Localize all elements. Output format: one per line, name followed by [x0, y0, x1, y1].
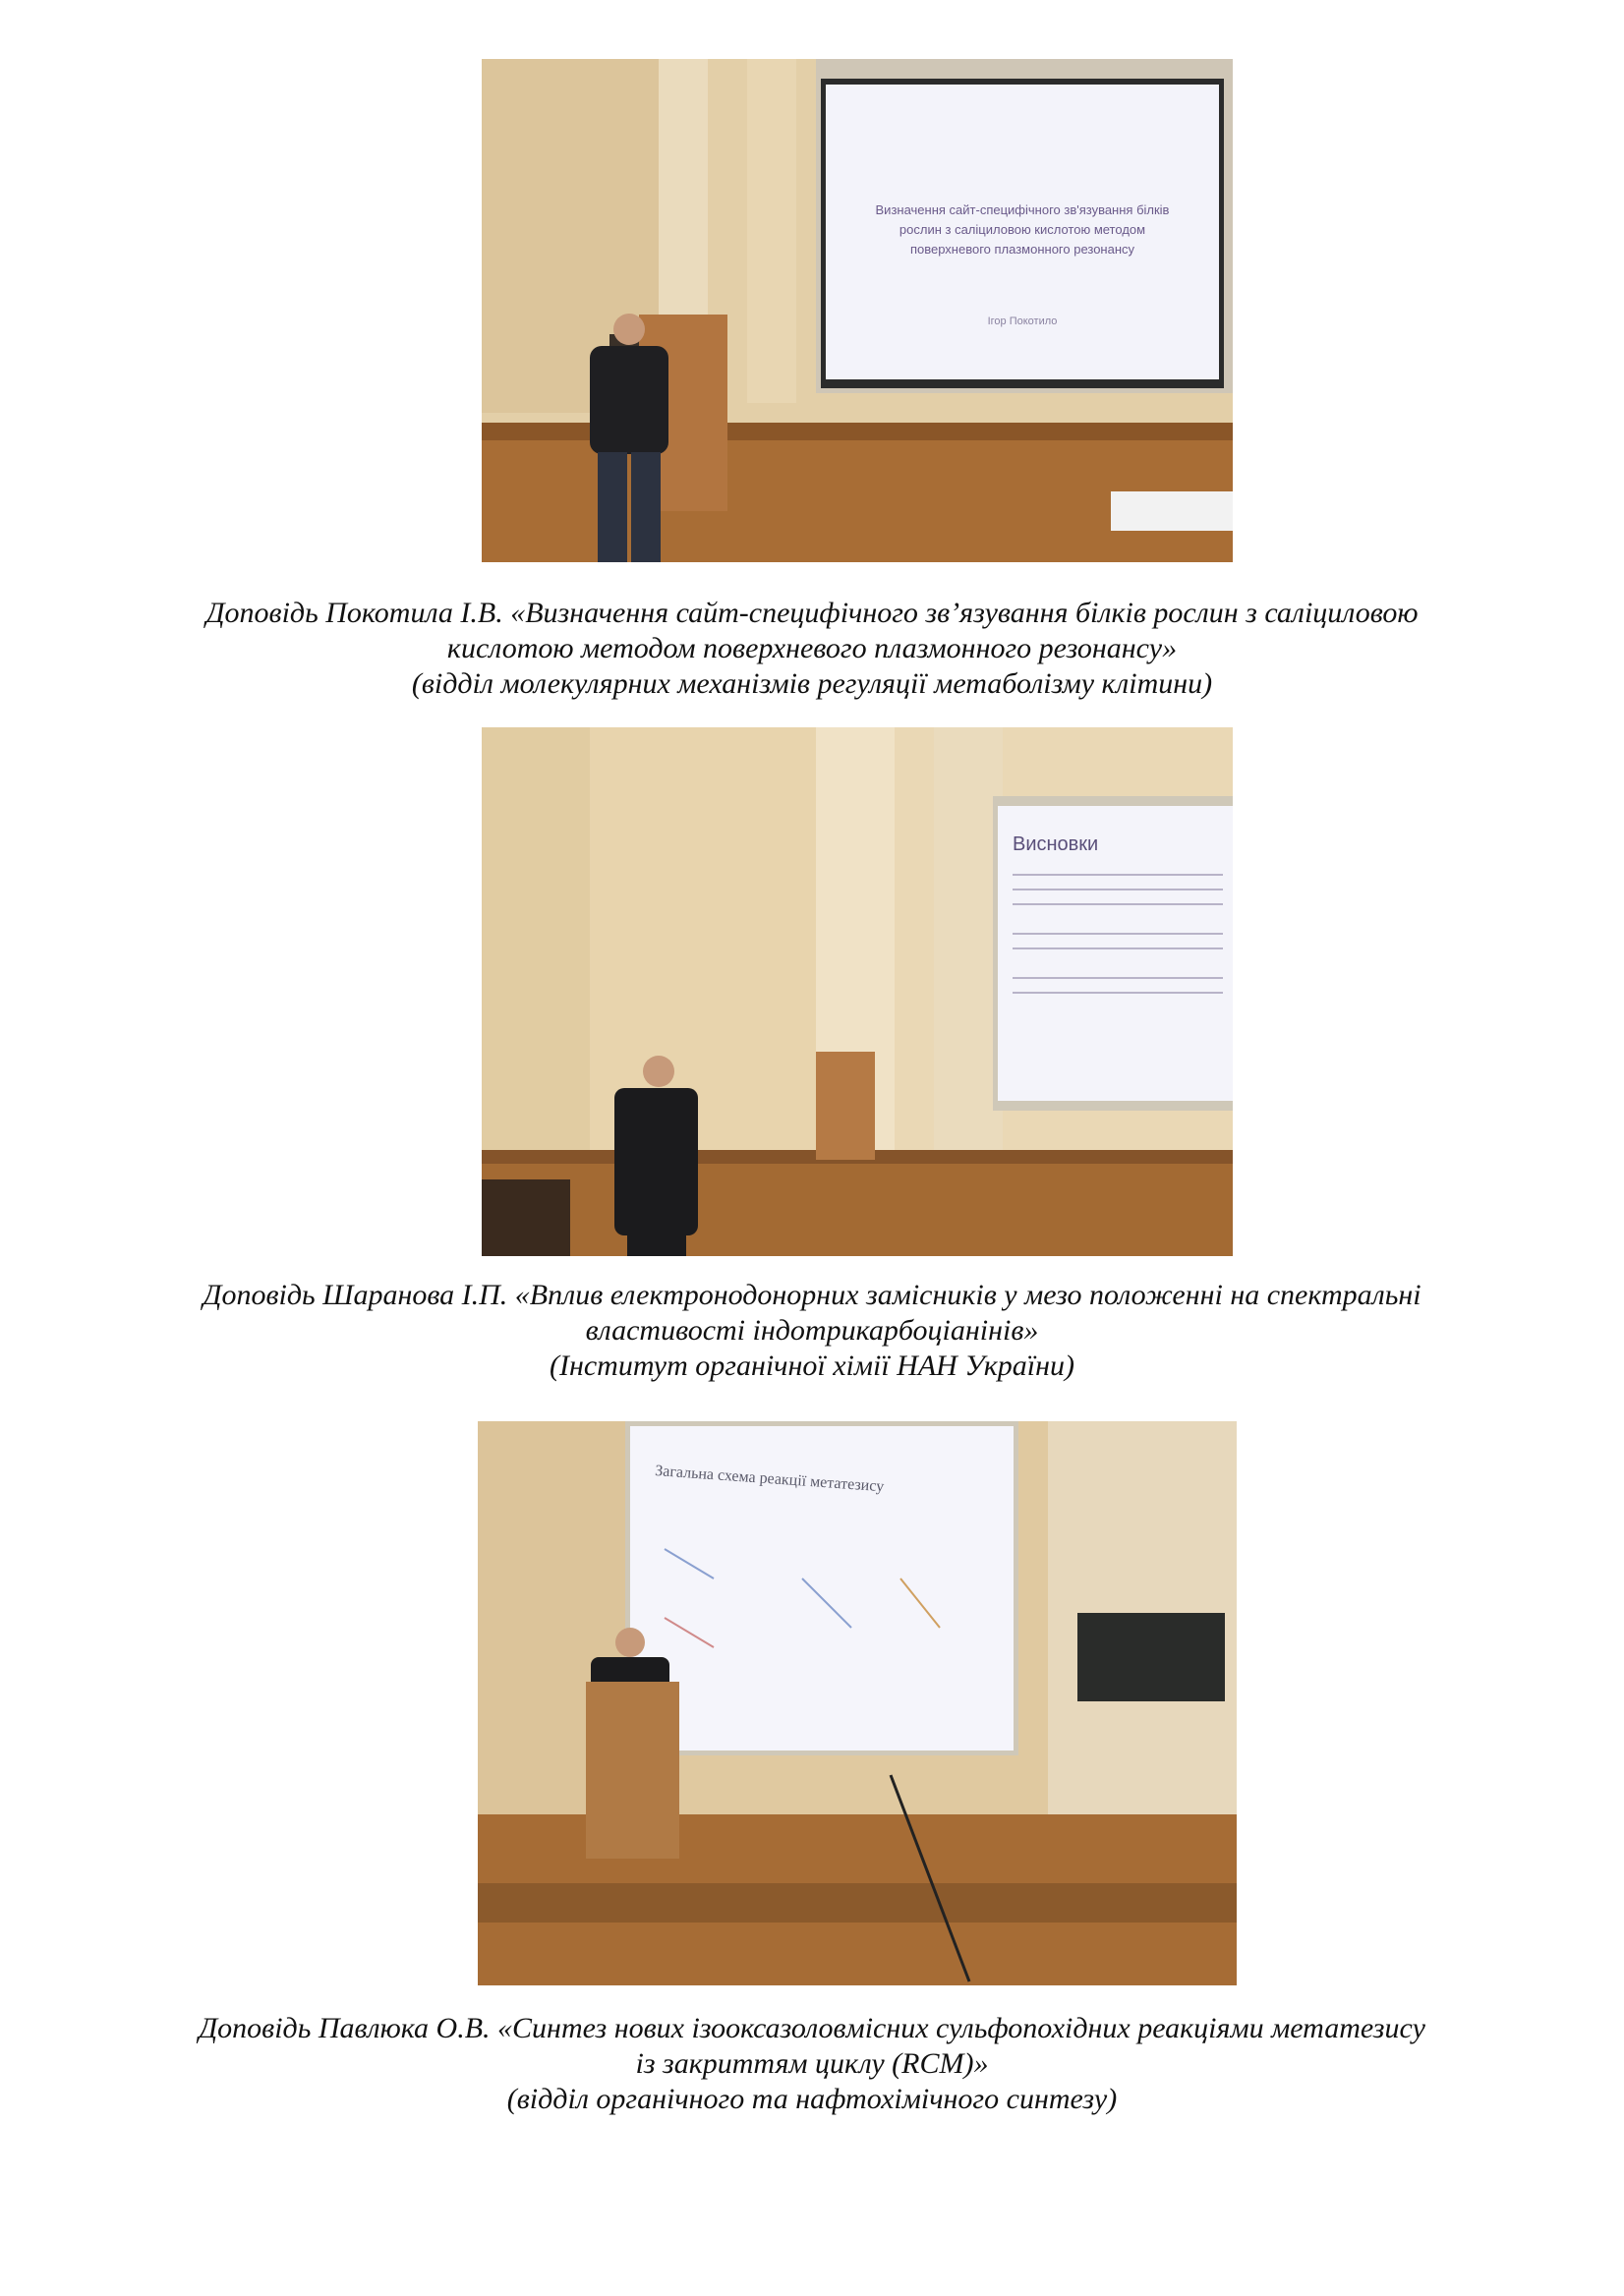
caption-1-line-1: Доповідь Покотила І.В. «Визначення сайт-специфічного зв’язування білків рослин з саліциловою [205, 597, 1419, 629]
photo-3 [478, 1421, 1237, 1985]
slide-1-title-line-2: рослин з саліциловою кислотою методом [899, 222, 1146, 237]
caption-2-line-3: (Інститут органічної хімії НАН України) [550, 1349, 1074, 1382]
caption-2 [118, 1278, 1506, 1384]
photo-3-scene [478, 1421, 1237, 1985]
photo-1-scene [482, 59, 1233, 562]
caption-3 [118, 2011, 1506, 2117]
slide-3-title: Загальна схема реакції метатезису [654, 1463, 885, 1496]
caption-3-line-2: із закриттям циклу (RCM)» [635, 2047, 989, 2080]
caption-3-line-1: Доповідь Павлюка О.В. «Синтез нових ізооксазоловмісних сульфопохідних реакціями метатезису [199, 2012, 1425, 2044]
caption-1 [118, 596, 1506, 702]
caption-3-line-3: (відділ органічного та нафтохімічного синтезу) [506, 2083, 1118, 2115]
photo-2-scene [482, 727, 1233, 1256]
caption-1-line-3: (відділ молекулярних механізмів регуляції метаболізму клітини) [411, 667, 1213, 700]
caption-1-line-2: кислотою методом поверхневого плазмонного резонансу» [446, 632, 1178, 664]
slide-1-title-line-3: поверхневого плазмонного резонансу [909, 242, 1135, 257]
slide-2-title: Висновки [1013, 833, 1099, 855]
slide-1-author: Ігор Покотило [987, 316, 1058, 327]
photo-2 [482, 727, 1233, 1256]
photo-1 [482, 59, 1233, 562]
caption-2-line-2: властивості індотрикарбоціанінів» [585, 1314, 1039, 1347]
slide-1-title-line-1: Визначення сайт-специфічного зв'язування білків [875, 202, 1170, 217]
caption-2-line-1: Доповідь Шаранова І.П. «Вплив електронодонорних замісників у мезо положенні на спектральні [203, 1279, 1421, 1311]
